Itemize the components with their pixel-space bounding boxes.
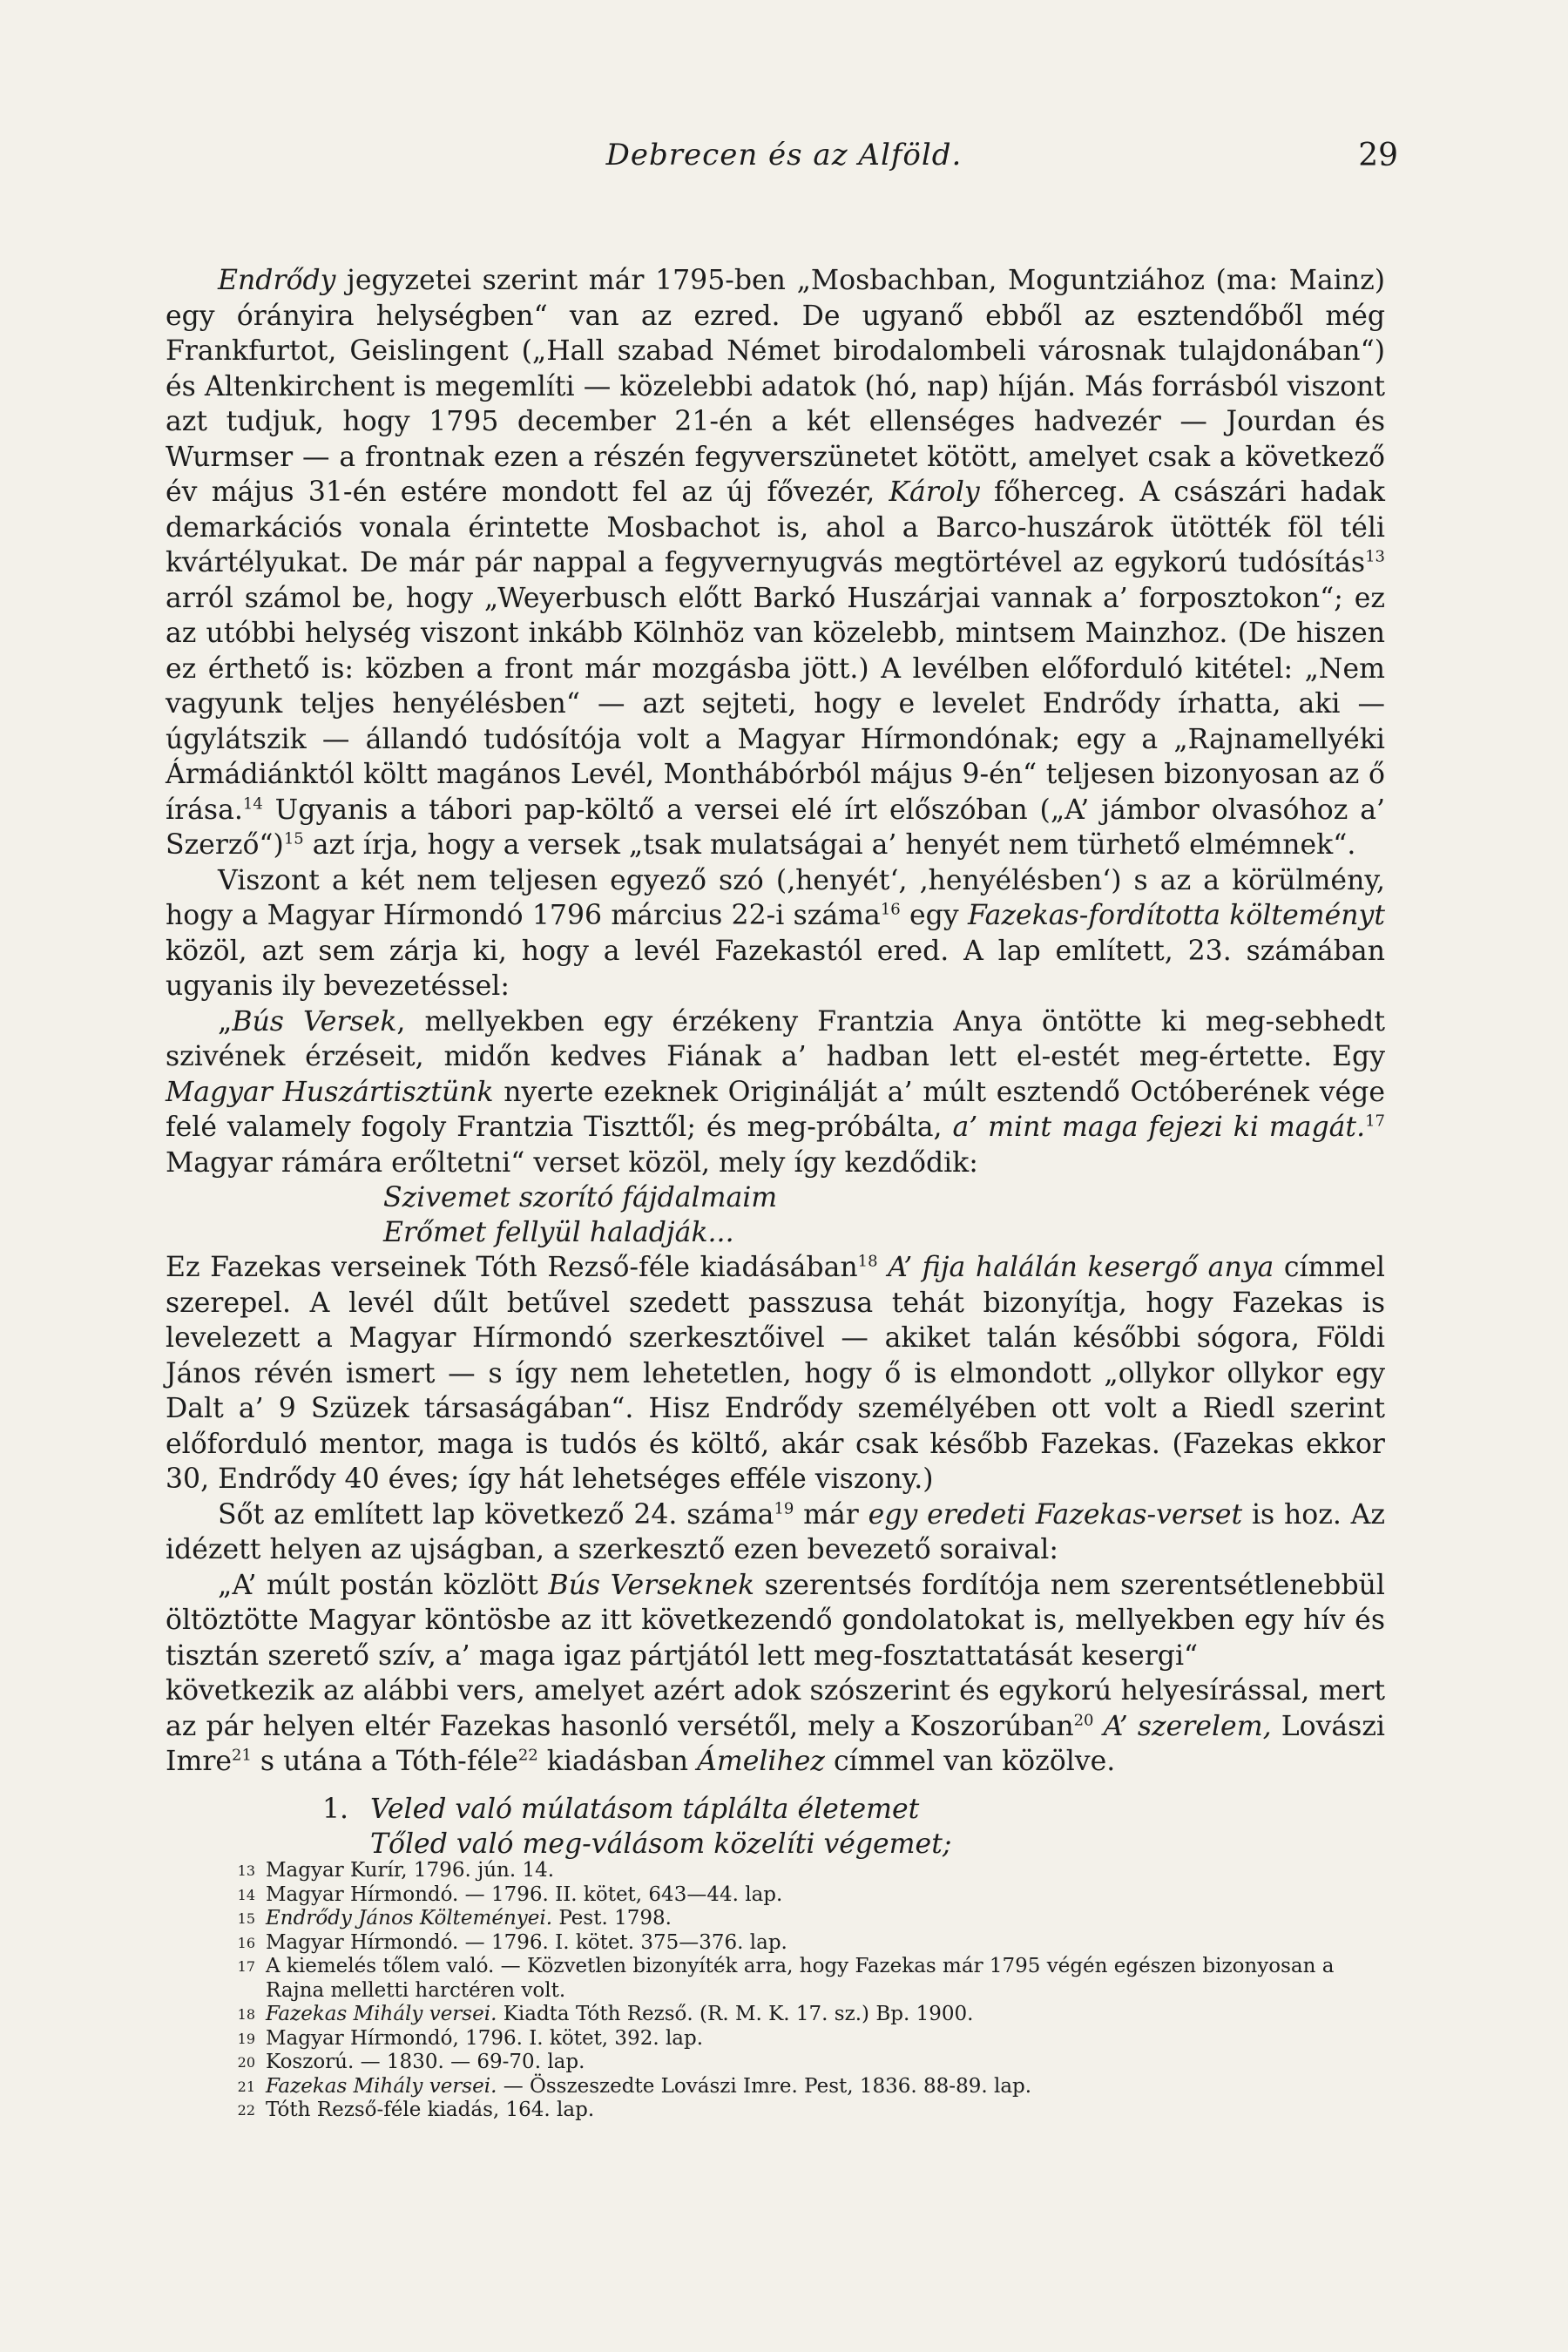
footnote-title: Fazekas Mihály versei. [266,2074,497,2098]
text-run: főherceg. A császári hadak demarkációs vonala érintette Mosbachot is, ahol a Barco-huszárok ütötték föl téli kvártélyukat. De már pár nappal a fegyvernyugvás megtörtével az egykorú tudósítás [166,476,1386,578]
footnote-number: 13 [237,1862,255,1879]
text-run: , mellyekben egy érzékeny Frantzia Anya öntötte ki meg-sebhedt szivének érzéseit, midőn kedves Fiának a’ hadban lett el-estét meg-értette. Egy [166,1005,1385,1072]
name-karoly: Károly [889,476,980,508]
footnote-number: 17 [237,1958,255,1975]
footnote-ref-22: 22 [517,1746,538,1765]
text-run: arról számol be, hogy „Weyerbusch előtt Barkó Huszárjai vannak a’ forposztokon“; ez az utóbbi helység viszont inkább Kölnhöz van közelebb, mintsem Mainzhoz. (De hiszen ez érthető is: közben a front már mozgásba jött.) A levélben előforduló kitétel: „Nem vagyunk teljes henyélésben“ — azt sejteti, hogy e levelet Endrődy írhatta, aki — úgylátszik — állandó tudósítója volt a Magyar Hírmondónak; egy a „Rajnamellyéki Ármádiánktól költt magános Levél, Monthábórból május 9-én“ teljesen bizonyosan az ő írása. [166,582,1385,826]
title-italic: egy eredeti Fazekas-verset [868,1498,1243,1531]
footnote [222,2003,1389,2027]
text-run: közöl, azt sem zárja ki, hogy a levél Fazekastól ered. A lap említett, 23. számában ugyanis ily bevezetéssel: [166,935,1385,1002]
text-run: címmel szerepel. A levél dűlt betűvel szedett passzusa tehát bizonyítja, hogy Fazekas is levelezett a Magyar Hírmondó szerkesztőivel — akiket talán későbbi sógora, Földi János révén ismert — s így nem lehetetlen, hogy ő is elmondott „ollykor ollykor egy Dalt a’ 9 Szüzek társaságában“. Hisz Endrődy személyében ott volt a Riedl szerint előforduló mentor, maga is tudós és költő, akár csak később Fazekas. (Fazekas ekkor 30, Endrődy 40 éves; így hát lehetséges efféle viszony.) [166,1252,1386,1495]
page-header [0,138,1568,190]
footnote [222,1931,1389,1956]
text-run: Kiadta Tóth Rezső. (R. M. K. 17. sz.) Bp. 1900. [497,2003,974,2025]
emphasis-italic: a’ mint maga fejezi ki magát. [952,1112,1366,1143]
footnote [222,1955,1389,2003]
text-run: Lovászi Imre [166,1710,1385,1777]
title-italic: A’ szerelem, [1103,1710,1272,1742]
title-italic: A’ fija halálán kesergő anya [888,1252,1274,1283]
paragraph-2 [166,863,1385,1004]
text-run: kiadásban [537,1746,698,1777]
footnote [222,2051,1389,2075]
text-run: következik az alábbi vers, amelyet azért adok szószerint és egykorú helyesírással, mert az pár helyen eltér Fazekas hasonló versétől, mely a Koszorúban [166,1675,1385,1742]
paragraph-3 [166,1250,1385,1497]
footnote-text: Magyar Kurír, 1796. jún. 14. [266,1859,555,1882]
text-run [1094,1711,1104,1742]
verse-line: Szivemet szorító fájdalmaim [383,1182,778,1213]
footnotes [222,1859,1389,2123]
verse-line: Veled való múlatásom táplálta életemet [370,1793,920,1825]
footnote-number: 16 [237,1934,255,1951]
footnote-ref-18: 18 [857,1252,878,1271]
verse-line: Erőmet fellyül haladják... [383,1217,734,1248]
footnote-text: Koszorú. — 1830. — 69-70. lap. [266,2051,585,2073]
footnote-text: Magyar Hírmondó, 1796. I. kötet, 392. lap. [266,2026,704,2050]
text-run: Ugyanis a tábori pap-költő a versei elé írt előszóban („A’ jámbor olvasóhoz a’ Szerző“) [166,794,1385,861]
footnote-text: Magyar Hírmondó. — 1796. II. kötet, 643—44. lap. [266,1882,783,1906]
running-title: Debrecen és az Alföld. [605,138,963,172]
footnote-number: 18 [237,2006,255,2023]
text-run [878,1252,889,1283]
footnote-text: Magyar Hírmondó. — 1796. I. kötet. 375—376. lap. [266,1930,787,1954]
footnote-ref-14: 14 [242,794,263,813]
verse-number: 1. [322,1793,349,1825]
footnote-ref-19: 19 [774,1499,794,1517]
footnote [222,2099,1389,2123]
footnote-number: 14 [237,1886,255,1903]
verse-2 [322,1792,1385,1862]
footnote-ref-17: 17 [1365,1112,1385,1131]
footnote-text [266,2075,1389,2099]
footnote [222,2027,1389,2051]
footnote-ref-16: 16 [880,900,901,919]
text-run: egy [900,900,968,931]
footnote-text [266,1907,1389,1931]
text-run: „A’ múlt postán közlött [218,1569,549,1601]
text-run: jegyzetei szerint már 1795-ben „Mosbachban, Moguntziához (ma: Mainz) egy órányira helységben“ van az ezred. De ugyanő ebből az esztendőből még Frankfurtot, Geislingent („Hall szabad Német birodalombeli városnak tulajdonában“) és Altenkirchent is megemlíti — közelebbi adatok (hó, nap) híján. Más forrásból viszont azt tudjuk, hogy 1795 december 21-én a két ellenséges hadvezér — Jourdan és Wurmser — a frontnak ezen a részén fegyverszünetet kötött, amelyet csak a következő év május 31-én estére mondott fel az új fővezér, [166,265,1385,508]
text-run: Ez Fazekas verseinek Tóth Rezső-féle kiadásában [166,1252,858,1283]
title-italic: Magyar Huszártisztünk [166,1076,494,1108]
text-run: s utána a Tóth-féle [251,1746,518,1777]
paragraph-4 [166,1497,1385,1568]
page-number: 29 [1358,138,1398,173]
text-run: Viszont a két nem teljesen egyező szó (‚henyét‘, ‚henyélésben‘) s az a körülmény, hogy a Magyar Hírmondó 1796 március 22-i száma [166,864,1385,931]
footnote-ref-13: 13 [1365,547,1385,566]
text-run: már [794,1498,868,1531]
quote-1 [166,1004,1385,1181]
text-run: szerentsés fordítója nem szerentsétlenebbül öltöztötte Magyar köntösbe az itt következendő gondolatokat is, mellyekben egy hív és tisztán szerető szív, a’ maga igaz pártjától lett meg-fosztattatását kesergi“ [166,1569,1385,1672]
footnote-ref-20: 20 [1073,1711,1094,1729]
footnote-number: 22 [237,2102,255,2119]
footnote-text [266,2003,1389,2027]
verse-1 [383,1180,1385,1250]
footnote [222,1907,1389,1931]
footnote-number: 15 [237,1910,255,1927]
author-name: Endrődy [218,265,336,296]
footnote-number: 21 [237,2078,255,2095]
paragraph-5 [166,1673,1385,1780]
text-run: „ [218,1005,233,1037]
footnote-number: 20 [237,2054,255,2071]
footnote-text: Tóth Rezső-féle kiadás, 164. lap. [266,2099,595,2121]
footnote [222,1859,1389,1883]
footnote-ref-15: 15 [283,829,304,848]
paragraph-1 [166,263,1385,863]
text-run: Magyar rámára erőltetni“ verset közöl, mely így kezdődik: [166,1146,978,1179]
verse-line: Tőled való meg-válásom közelíti végemet; [370,1828,952,1860]
footnote-ref-21: 21 [232,1746,252,1765]
text-run: is hoz. Az idézett helyen az ujságban, a szerkesztő ezen bevezető soraival: [166,1498,1386,1565]
footnote [222,2075,1389,2099]
title-italic: Fazekas-fordította költeményt [967,900,1385,931]
text-run: azt írja, hogy a versek „tsak mulatságai a’ henyét nem türhető elmémnek“. [303,829,1356,861]
footnote-title: Fazekas Mihály versei. [266,2003,497,2025]
footnote-text: A kiemelés tőlem való. — Közvetlen bizonyíték arra, hogy Fazekas már 1795 végén egészen bizonyosan a Rajna melletti harctéren volt. [266,1955,1335,2002]
title-italic: Bús Versek [232,1005,397,1037]
footnote-number: 19 [237,2030,255,2047]
text-run: nyerte ezeknek Originálját a’ múlt esztendő Octóberének vége felé valamely fogoly Frantzia Tiszttől; és meg-próbálta, [166,1076,1385,1143]
quote-2 [166,1568,1385,1674]
text-run: címmel van közölve. [825,1746,1116,1777]
text-run: — Összeszedte Lovászi Imre. Pest, 1836. 88-89. lap. [497,2074,1032,2098]
title-italic: Bús Verseknek [548,1569,755,1601]
title-italic: Ámelihez [697,1746,826,1777]
text-run: Sőt az említett lap következő 24. száma [218,1498,774,1531]
main-text [166,263,1385,1862]
footnote [222,1883,1389,1908]
text-run: Pest. 1798. [552,1907,672,1930]
footnote-title: Endrődy János Költeményei. [266,1907,553,1930]
